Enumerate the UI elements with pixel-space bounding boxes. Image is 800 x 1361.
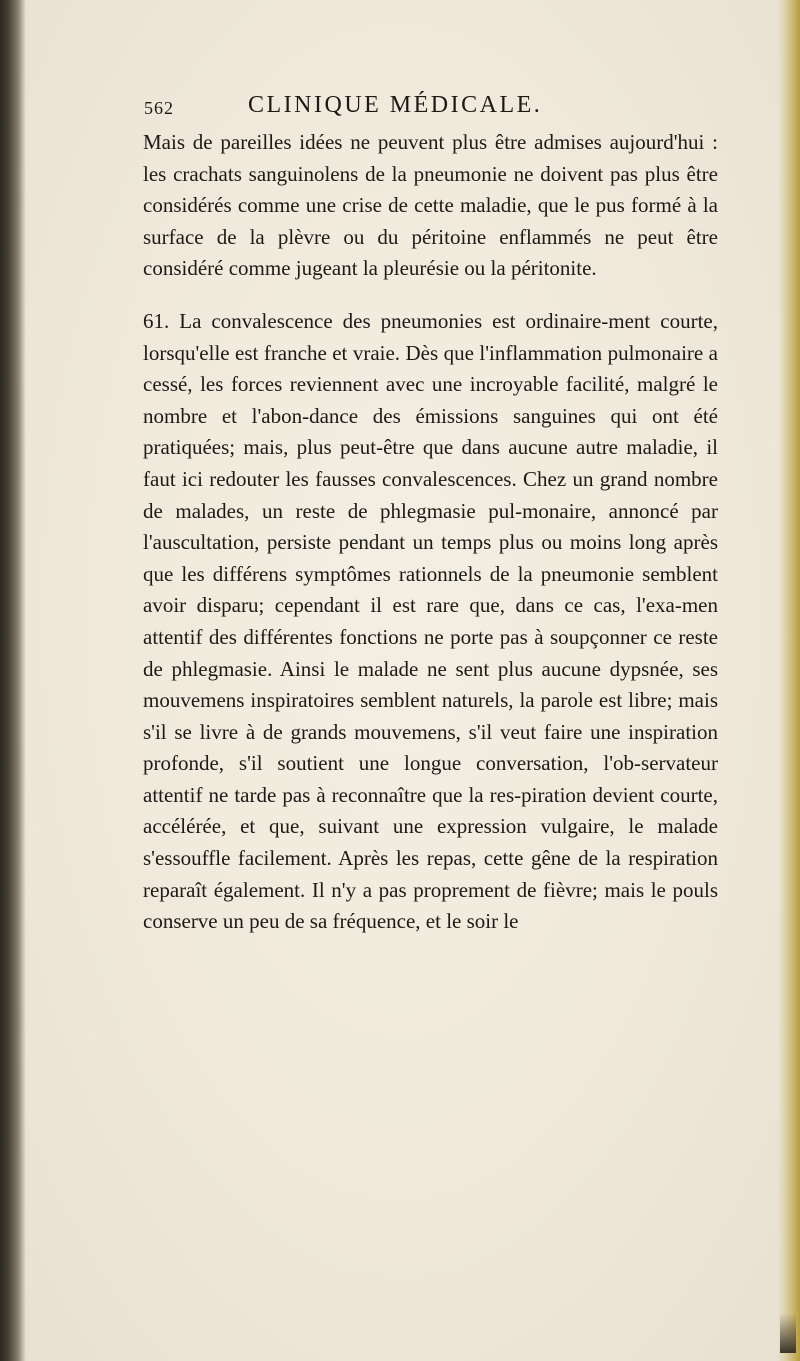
body-text bbox=[143, 127, 718, 938]
page-number: 562 bbox=[144, 98, 174, 118]
corner-mark bbox=[780, 1313, 796, 1353]
page-header bbox=[120, 92, 710, 128]
running-head: CLINIQUE MÉDICALE. bbox=[248, 92, 543, 118]
paragraph-2: 61. La convalescence des pneumonies est ordinaire-ment courte, lorsqu'elle est franche et vraie. Dès que l'inflammation pulmonaire a cessé, les forces reviennent avec une incroyable facilité, malgré le nombre et l'abon-dance des émissions sanguines qui ont été pratiquées; mais, plus peut-être que dans aucune autre maladie, il faut ici redouter les fausses convalescences. Chez un grand nombre de malades, un reste de phlegmasie pul-monaire, annoncé par l'auscultation, persiste pendant un temps plus ou moins long après que les différens symptômes rationnels de la pneumonie semblent avoir disparu; cependant il est rare que, dans ce cas, l'exa-men attentif des différentes fonctions ne porte pas à soupçonner ce reste de phlegmasie. Ainsi le malade ne sent plus aucune dypsnée, ses mouvemens inspiratoires semblent naturels, la parole est libre; mais s'il se livre à de grands mouvemens, s'il veut faire une inspiration profonde, s'il soutient une longue conversation, l'ob-servateur attentif ne tarde pas à reconnaître que la res-piration devient courte, accélérée, et que, suivant une expression vulgaire, le malade s'essouffle facilement. Après les repas, cette gêne de la respiration reparaît également. Il n'y a pas proprement de fièvre; mais le pouls conserve un peu de sa fréquence, et le soir le bbox=[143, 308, 718, 934]
page-edge-discoloration bbox=[778, 0, 800, 1361]
paragraph-1: Mais de pareilles idées ne peuvent plus être admises aujourd'hui : les crachats sanguinolens de la pneumonie ne doivent pas plus être considérés comme une crise de cette maladie, que le pus formé à la surface de la plèvre ou du péritoine enflammés ne peut être considéré comme jugeant la pleurésie ou la péritonite. bbox=[143, 130, 718, 281]
page-binding-shadow bbox=[0, 0, 26, 1361]
